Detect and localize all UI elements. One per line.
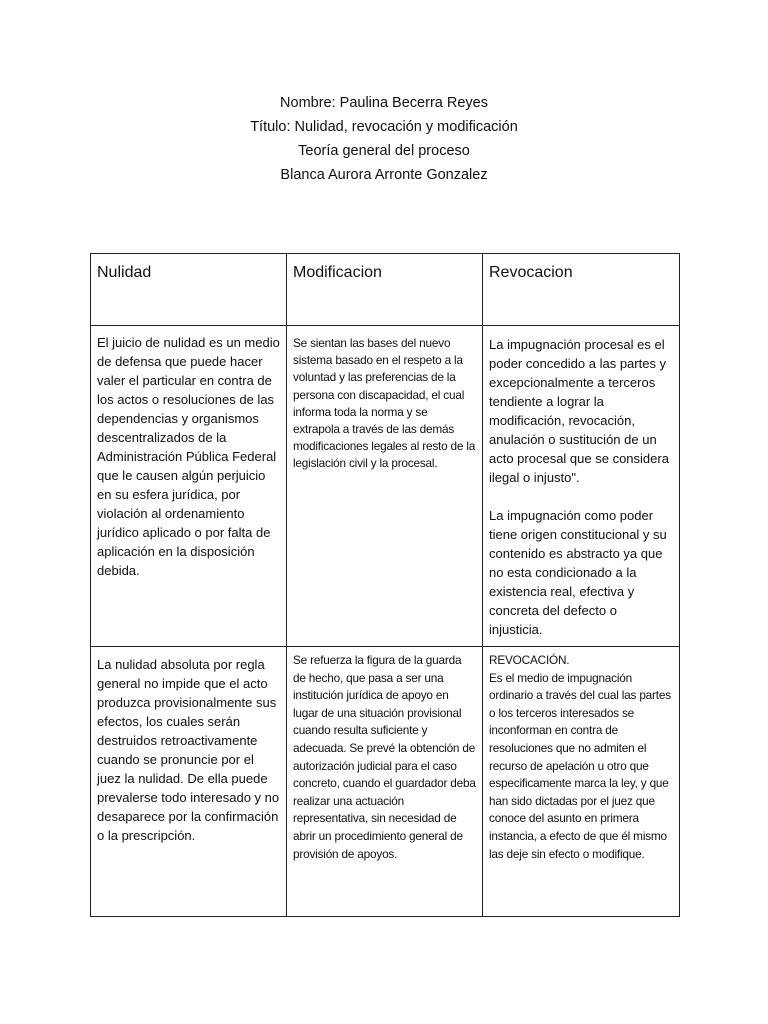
cell-revocacion-2 [483,647,680,917]
header-nulidad-label: Nulidad [97,264,152,281]
cell-modificacion-2 [287,647,483,917]
table-header-row [91,254,680,326]
header-modificacion [287,254,483,326]
nulidad-text-1: El juicio de nulidad es un medio de defensa que puede hacer valer el particular en contra de los actos o resoluciones de las dependencias y organismos descentralizados de la Administración Pública Federal que le causen algún perjuicio en su esfera jurídica, por violación al ordenamiento jurídico aplicado o por falta de aplicación en la disposición debida. [97,335,280,578]
author-name: Nombre: Paulina Becerra Reyes [280,95,488,111]
header-revocacion-label: Revocacion [489,264,573,281]
nulidad-text-2: La nulidad absoluta por regla general no impide que el acto produzca provisionalmente sus efectos, los cuales serán destruidos retroactivamente cuando se pronuncie por el juez la nulidad. De ella puede prevalerse todo interesado y no desaparece por la confirmación o la prescripción. [97,657,280,843]
cell-revocacion-1 [483,326,680,647]
header-modificacion-label: Modificacion [293,264,382,281]
cell-nulidad-2 [91,647,287,917]
header-nulidad [91,254,287,326]
comparison-table [90,253,680,917]
cell-nulidad-1 [91,326,287,647]
revocacion-text-2: Es el medio de impugnación ordinario a través del cual las partes o los terceros interesados se inconforman en contra de resoluciones que no admiten el recurso de apelación u otro que especificamente marca la ley, y que han sido dictadas por el juez que conoce del asunto en primera instancia, a efecto de que él mismo las deje sin efecto o modifique. [489,670,671,861]
document-header [0,91,768,187]
table-row [91,647,680,917]
course-name: Teoría general del proceso [298,143,470,159]
teacher-name: Blanca Aurora Arronte Gonzalez [280,167,488,183]
modificacion-text-2: Se refuerza la figura de la guarda de hecho, que pasa a ser una institución jurídica de apoyo en lugar de una situación provisional cuando resulta suficiente y adecuada. Se prevé la obtención de autorización judicial para el caso concreto, cuando el guardador deba realizar una actuación representativa, sin necesidad de abrir un procedimiento general de provisión de apoyos. [293,653,476,861]
table-row [91,326,680,647]
revocacion-text-1a: La impugnación procesal es el poder concedido a las partes y excepcionalmente a terceros tendiente a lograr la modificación, revocación, anulación o sustitución de un acto procesal que se considera ilegal o injusto". [489,337,669,485]
document-title: Título: Nulidad, revocación y modificación [250,119,518,135]
revocacion-title-2: REVOCACIÓN. [489,653,570,667]
header-revocacion [483,254,680,326]
modificacion-text-1: Se sientan las bases del nuevo sistema basado en el respeto a la voluntad y las preferencias de la persona con discapacidad, el cual informa toda la norma y se extrapola a través de las demás modificaciones legales al resto de la legislación civil y la procesal. [293,336,476,471]
cell-modificacion-1 [287,326,483,647]
revocacion-text-1b: La impugnación como poder tiene origen constitucional y su contenido es abstracto ya que no esta condicionado a la existencia real, efectiva y concreta del defecto o injusticia. [489,508,667,637]
